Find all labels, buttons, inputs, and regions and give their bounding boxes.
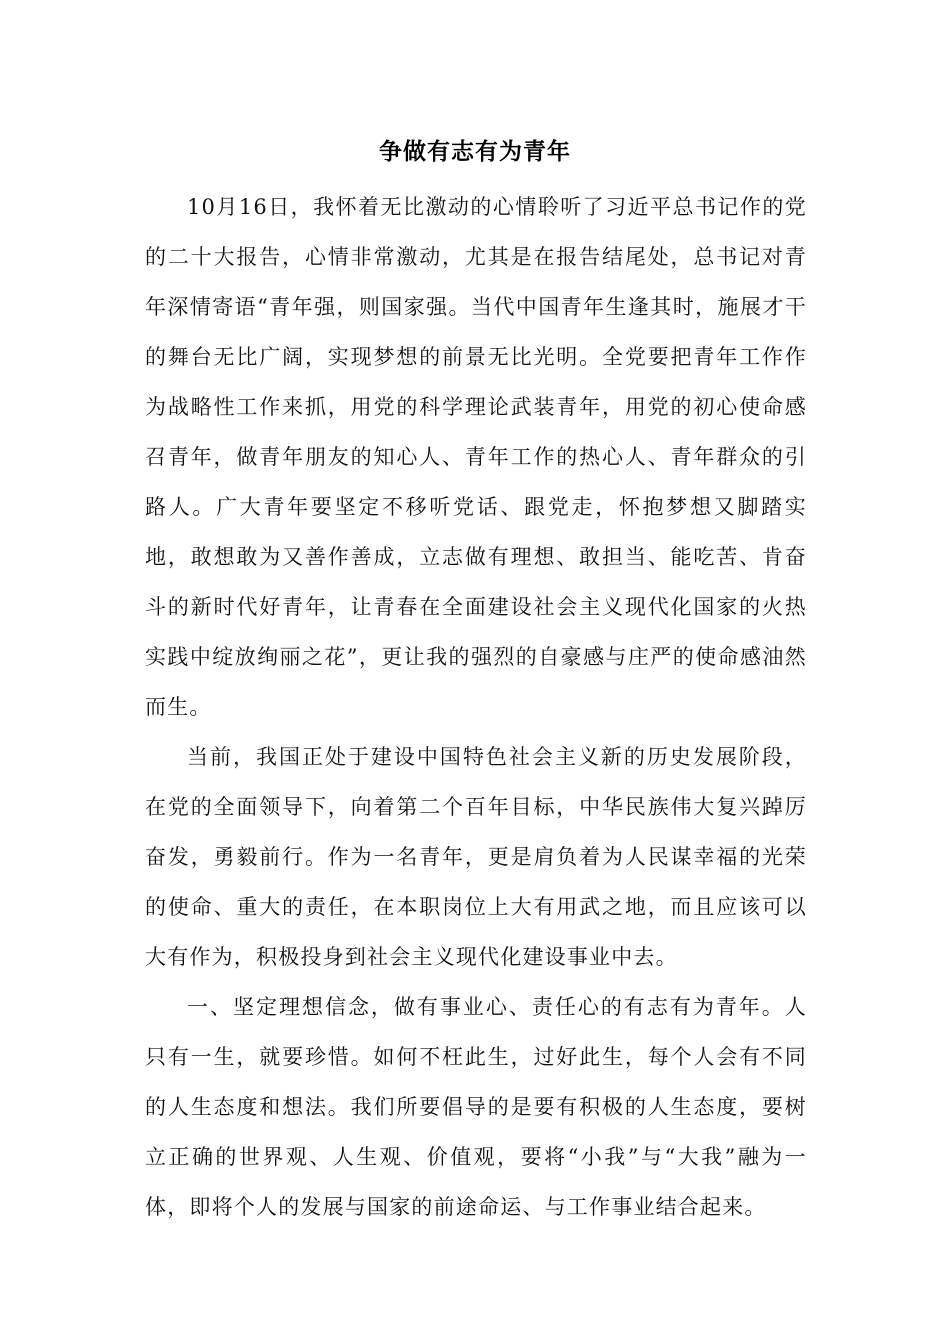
- document-body: [145, 182, 807, 1232]
- paragraph-3: 一、坚定理想信念，做有事业心、责任心的有志有为青年。人只有一生，就要珍惜。如何不枉此生，过好此生，每个人会有不同的人生态度和想法。我们所要倡导的是要有积极的人生态度，要树立正确的世界观、人生观、价值观，要将“小我”与“大我”融为一体，即将个人的发展与国家的前途命运、与工作事业结合起来。: [145, 995, 807, 1219]
- document-title: 争做有志有为青年: [379, 138, 571, 165]
- paragraph-2: 当前，我国正处于建设中国特色社会主义新的历史发展阶段，在党的全面领导下，向着第二个百年目标，中华民族伟大复兴踔厉奋发，勇毅前行。作为一名青年，更是肩负着为人民谋幸福的光荣的使命、重大的责任，在本职岗位上大有用武之地，而且应该可以大有作为，积极投身到社会主义现代化建设事业中去。: [145, 745, 807, 969]
- paragraph-1: 10月16日，我怀着无比激动的心情聆听了习近平总书记作的党的二十大报告，心情非常激动，尤其是在报告结尾处，总书记对青年深情寄语“青年强，则国家强。当代中国青年生逢其时，施展才干的舞台无比广阔，实现梦想的前景无比光明。全党要把青年工作作为战略性工作来抓，用党的科学理论武装青年，用党的初心使命感召青年，做青年朋友的知心人、青年工作的热心人、青年群众的引路人。广大青年要坚定不移听党话、跟党走，怀抱梦想又脚踏实地，敢想敢为又善作善成，立志做有理想、敢担当、能吃苦、肯奋斗的新时代好青年，让青春在全面建设社会主义现代化国家的火热实践中绽放绚丽之花”，更让我的强烈的自豪感与庄严的使命感油然而生。: [145, 195, 807, 719]
